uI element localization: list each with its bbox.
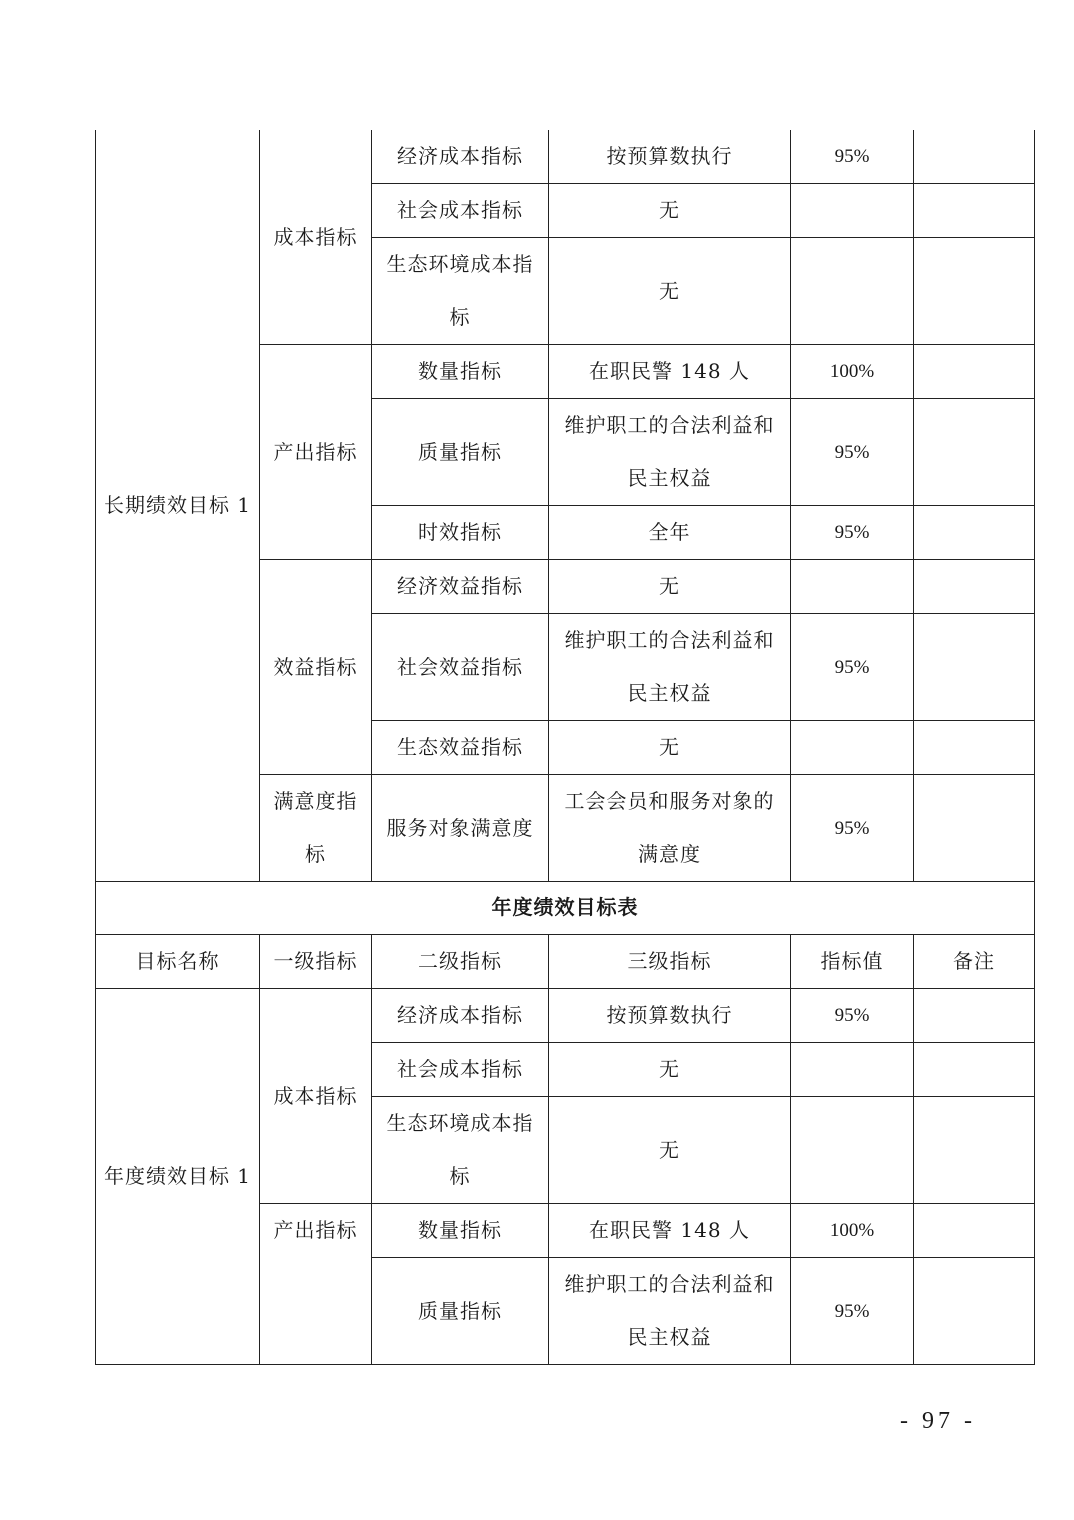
level2-cell: 生态环境成本指标 — [372, 238, 549, 345]
target-cell: 100% — [791, 1204, 914, 1258]
level2-cell: 生态环境成本指标 — [372, 1097, 549, 1204]
level1-cell: 满意度指标 — [260, 775, 372, 882]
target-cell: 95% — [791, 130, 914, 184]
table-row — [96, 989, 1035, 1043]
target-cell — [791, 560, 914, 614]
level3-cell: 按预算数执行 — [549, 130, 791, 184]
note-cell — [914, 238, 1035, 345]
level3-cell: 无 — [549, 1097, 791, 1204]
note-cell — [914, 130, 1035, 184]
level2-cell: 时效指标 — [372, 506, 549, 560]
target-cell — [791, 721, 914, 775]
level3-cell: 维护职工的合法利益和民主权益 — [549, 614, 791, 721]
target-cell: 95% — [791, 775, 914, 882]
note-cell — [914, 614, 1035, 721]
target-cell: 95% — [791, 506, 914, 560]
target-cell — [791, 238, 914, 345]
note-cell — [914, 399, 1035, 506]
note-cell — [914, 345, 1035, 399]
level3-cell: 无 — [549, 721, 791, 775]
level3-cell: 全年 — [549, 506, 791, 560]
level2-cell: 生态效益指标 — [372, 721, 549, 775]
level3-cell: 维护职工的合法利益和民主权益 — [549, 1258, 791, 1365]
level1-cell: 成本指标 — [260, 989, 372, 1204]
level2-cell: 数量指标 — [372, 1204, 549, 1258]
level2-cell: 经济效益指标 — [372, 560, 549, 614]
target-cell: 95% — [791, 989, 914, 1043]
level3-cell: 按预算数执行 — [549, 989, 791, 1043]
level2-cell: 质量指标 — [372, 399, 549, 506]
table-row — [96, 130, 1035, 184]
note-cell — [914, 721, 1035, 775]
note-cell — [914, 1204, 1035, 1258]
note-cell — [914, 506, 1035, 560]
column-header: 目标名称 — [96, 935, 260, 989]
note-cell — [914, 1258, 1035, 1365]
level3-cell: 在职民警 148 人 — [549, 1204, 791, 1258]
target-cell: 95% — [791, 399, 914, 506]
level2-cell: 社会效益指标 — [372, 614, 549, 721]
goal-name-cell: 年度绩效目标 1 — [96, 989, 260, 1365]
column-header: 二级指标 — [372, 935, 549, 989]
note-cell — [914, 1097, 1035, 1204]
level2-cell: 服务对象满意度 — [372, 775, 549, 882]
level3-cell: 无 — [549, 238, 791, 345]
level3-cell: 无 — [549, 184, 791, 238]
goal-name-cell: 长期绩效目标 1 — [96, 130, 260, 882]
target-cell — [791, 1097, 914, 1204]
level3-cell: 维护职工的合法利益和民主权益 — [549, 399, 791, 506]
column-header: 指标值 — [791, 935, 914, 989]
level1-cell: 产出指标 — [260, 345, 372, 560]
level2-cell: 经济成本指标 — [372, 130, 549, 184]
level2-cell: 社会成本指标 — [372, 184, 549, 238]
column-header: 一级指标 — [260, 935, 372, 989]
target-cell: 100% — [791, 345, 914, 399]
target-cell — [791, 184, 914, 238]
section-title: 年度绩效目标表 — [96, 881, 1035, 935]
level1-cell: 产出指标 — [260, 1204, 372, 1365]
target-cell: 95% — [791, 1258, 914, 1365]
level3-cell: 工会会员和服务对象的满意度 — [549, 775, 791, 882]
level3-cell: 无 — [549, 1043, 791, 1097]
target-cell: 95% — [791, 614, 914, 721]
level2-cell: 数量指标 — [372, 345, 549, 399]
header-row — [96, 935, 1035, 989]
column-header: 备注 — [914, 935, 1035, 989]
note-cell — [914, 184, 1035, 238]
target-cell — [791, 1043, 914, 1097]
level3-cell: 在职民警 148 人 — [549, 345, 791, 399]
level1-cell: 成本指标 — [260, 130, 372, 345]
performance-table — [95, 130, 1035, 882]
note-cell — [914, 1043, 1035, 1097]
note-cell — [914, 989, 1035, 1043]
column-header: 三级指标 — [549, 935, 791, 989]
level3-cell: 无 — [549, 560, 791, 614]
level2-cell: 质量指标 — [372, 1258, 549, 1365]
note-cell — [914, 560, 1035, 614]
level2-cell: 经济成本指标 — [372, 989, 549, 1043]
note-cell — [914, 775, 1035, 882]
level1-cell: 效益指标 — [260, 560, 372, 775]
annual-performance-table — [95, 881, 1035, 1365]
page-number: - 97 - — [900, 1408, 976, 1434]
level2-cell: 社会成本指标 — [372, 1043, 549, 1097]
section-title-row — [96, 881, 1035, 935]
